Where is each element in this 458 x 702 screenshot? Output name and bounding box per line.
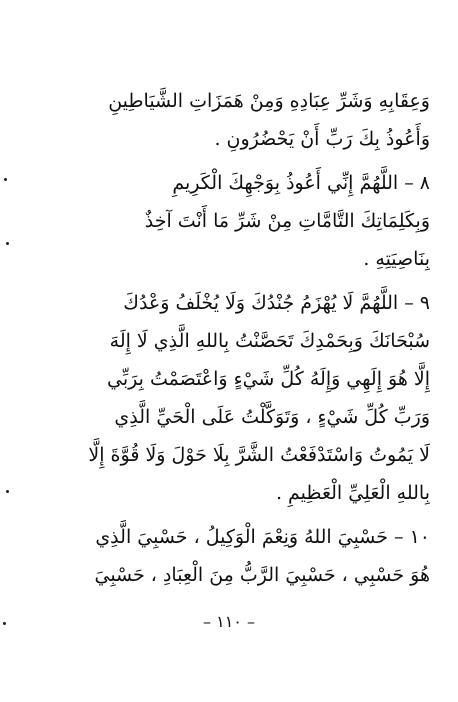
scan-speck [6, 490, 9, 493]
text-line: إِلَّا هُوَ إِلَهِي وَإِلَهُ كُلِّ شَيْءٍ وَاعْتَصَمْتُ بِرَبِّي [107, 368, 430, 390]
text-line: لَا يَمُوتُ وَاسْتَدْفَعْتُ الشَّرَّ بِلَا حَوْلَ وَلَا قُوَّةَ إِلَّا [88, 444, 430, 466]
text-line: ٩ – اللَّهُمَّ لَا يُهْزَمُ جُنْدُكَ وَلَا يُخْلَفُ وَعْدُكَ [123, 292, 430, 314]
text-line: ٨ – اللَّهُمَّ إِنِّي أَعُوذُ بِوَجْهِكَ الْكَرِيمِ [172, 172, 430, 194]
text-line: وَعِقَابِهِ وَشَرِّ عِبَادِهِ وَمِنْ هَمَزَاتِ الشَّيَاطِينِ [108, 90, 430, 112]
text-line: وَرَبِّ كُلِّ شَيْءٍ ، وَتَوَكَّلْتُ عَلَى الْحَيِّ الَّذِي [114, 406, 430, 428]
text-line: بِنَاصِيَتِهِ . [363, 248, 430, 270]
scan-speck [6, 242, 9, 245]
text-line: هُوَ حَسْبِي ، حَسْبِيَ الرَّبُّ مِنَ الْعِبَادِ ، حَسْبِيَ [94, 564, 430, 586]
scan-speck [4, 178, 7, 181]
body-text [38, 82, 430, 594]
scan-speck [3, 622, 6, 625]
text-line: وَبِكَلِمَاتِكَ التَّامَّاتِ مِنْ شَرِّ مَا أَنْتَ آخِذٌ [144, 210, 430, 232]
text-line: بِاللهِ الْعَلِيِّ الْعَظِيمِ . [275, 482, 430, 504]
page-number: – ١١٠ – [203, 612, 255, 631]
text-line: وَأَعُوذُ بِكَ رَبِّ أَنْ يَحْضُرُونِ . [214, 128, 430, 150]
text-line: سُبْحَانَكَ وَبِحَمْدِكَ تَحَصَّنْتُ بِاللهِ الَّذِي لَا إِلَهَ [109, 330, 430, 352]
text-line: ١٠ – حَسْبِيَ اللهُ وَنِعْمَ الْوَكِيلُ ، حَسْبِيَ الَّذِي [95, 526, 430, 548]
